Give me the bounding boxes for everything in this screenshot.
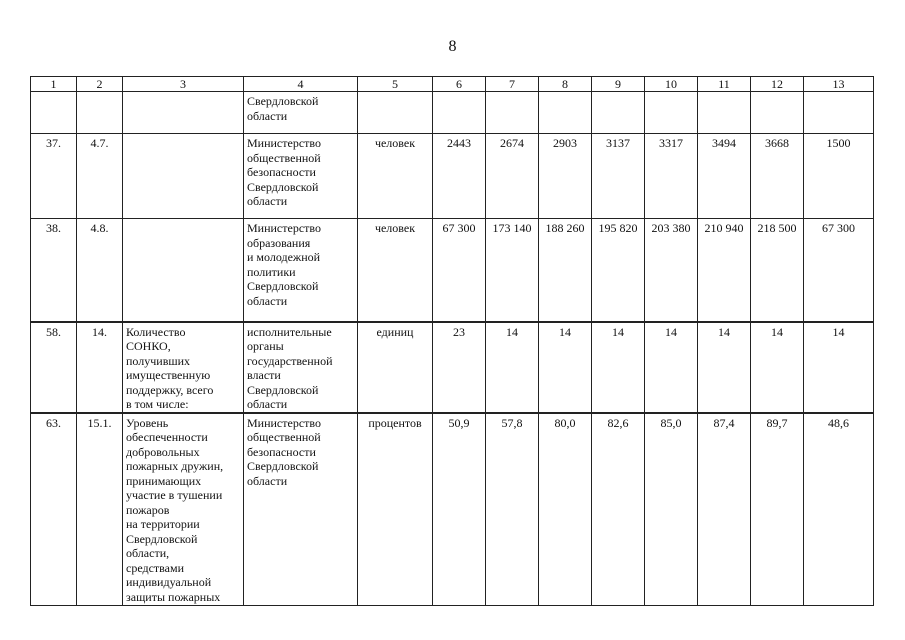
- column-header: 7: [486, 77, 539, 92]
- column-header: 12: [751, 77, 804, 92]
- indicator-name-cell: Количество СОНКО, получивших имущественную поддержку, всего в том числе:: [123, 322, 244, 413]
- column-header: 6: [433, 77, 486, 92]
- column-header: 4: [244, 77, 358, 92]
- row-number-cell: 58.: [31, 322, 77, 413]
- column-header: 10: [645, 77, 698, 92]
- code-cell: 15.1.: [77, 413, 123, 606]
- code-cell: [77, 92, 123, 134]
- value-cell: 57,8: [486, 413, 539, 606]
- value-cell: [592, 92, 645, 134]
- indicator-name-cell: Уровень обеспеченности добровольных пожарных дружин, принимающих участие в тушении пожаров на территории Свердловской области, средствами индивидуальной защиты пожарных: [123, 413, 244, 606]
- value-cell: [698, 92, 751, 134]
- value-cell: 2443: [433, 134, 486, 219]
- value-cell: 48,6: [804, 413, 874, 606]
- value-cell: 14: [698, 322, 751, 413]
- value-cell: 210 940: [698, 219, 751, 322]
- value-cell: 173 140: [486, 219, 539, 322]
- value-cell: 3668: [751, 134, 804, 219]
- responsible-cell: Министерство образования и молодежной политики Свердловской области: [244, 219, 358, 322]
- unit-cell: человек: [358, 134, 433, 219]
- column-header: 9: [592, 77, 645, 92]
- table-row: [31, 413, 874, 606]
- value-cell: 1500: [804, 134, 874, 219]
- value-cell: 2674: [486, 134, 539, 219]
- table-row: [31, 134, 874, 219]
- indicator-name-cell: [123, 219, 244, 322]
- value-cell: 80,0: [539, 413, 592, 606]
- code-cell: 4.8.: [77, 219, 123, 322]
- value-cell: 87,4: [698, 413, 751, 606]
- unit-cell: [358, 92, 433, 134]
- header-row: [31, 77, 874, 92]
- data-table: [30, 76, 874, 606]
- responsible-cell: Министерство общественной безопасности Свердловской области: [244, 413, 358, 606]
- table-body: [31, 77, 874, 606]
- column-header: 8: [539, 77, 592, 92]
- indicator-name-cell: [123, 92, 244, 134]
- responsible-cell: Министерство общественной безопасности Свердловской области: [244, 134, 358, 219]
- value-cell: 188 260: [539, 219, 592, 322]
- table-row: [31, 322, 874, 413]
- value-cell: 3317: [645, 134, 698, 219]
- value-cell: 89,7: [751, 413, 804, 606]
- value-cell: 14: [486, 322, 539, 413]
- responsible-cell: исполнительные органы государственной власти Свердловской области: [244, 322, 358, 413]
- value-cell: 50,9: [433, 413, 486, 606]
- value-cell: 2903: [539, 134, 592, 219]
- value-cell: [433, 92, 486, 134]
- column-header: 13: [804, 77, 874, 92]
- code-cell: 14.: [77, 322, 123, 413]
- value-cell: 218 500: [751, 219, 804, 322]
- value-cell: 14: [645, 322, 698, 413]
- table-row: [31, 219, 874, 322]
- unit-cell: процентов: [358, 413, 433, 606]
- value-cell: [539, 92, 592, 134]
- column-header: 2: [77, 77, 123, 92]
- value-cell: 82,6: [592, 413, 645, 606]
- value-cell: 203 380: [645, 219, 698, 322]
- row-number-cell: 63.: [31, 413, 77, 606]
- value-cell: 14: [804, 322, 874, 413]
- page-number: 8: [448, 38, 457, 55]
- value-cell: 195 820: [592, 219, 645, 322]
- code-cell: 4.7.: [77, 134, 123, 219]
- column-header: 3: [123, 77, 244, 92]
- column-header: 5: [358, 77, 433, 92]
- unit-cell: единиц: [358, 322, 433, 413]
- value-cell: 3137: [592, 134, 645, 219]
- value-cell: [751, 92, 804, 134]
- value-cell: 14: [592, 322, 645, 413]
- row-number-cell: 38.: [31, 219, 77, 322]
- value-cell: 14: [751, 322, 804, 413]
- value-cell: 14: [539, 322, 592, 413]
- value-cell: 23: [433, 322, 486, 413]
- value-cell: [645, 92, 698, 134]
- responsible-cell: Свердловской области: [244, 92, 358, 134]
- value-cell: [804, 92, 874, 134]
- value-cell: [486, 92, 539, 134]
- value-cell: 3494: [698, 134, 751, 219]
- value-cell: 85,0: [645, 413, 698, 606]
- column-header: 1: [31, 77, 77, 92]
- unit-cell: человек: [358, 219, 433, 322]
- table-row: [31, 92, 874, 134]
- column-header: 11: [698, 77, 751, 92]
- value-cell: 67 300: [804, 219, 874, 322]
- row-number-cell: [31, 92, 77, 134]
- value-cell: 67 300: [433, 219, 486, 322]
- row-number-cell: 37.: [31, 134, 77, 219]
- indicator-name-cell: [123, 134, 244, 219]
